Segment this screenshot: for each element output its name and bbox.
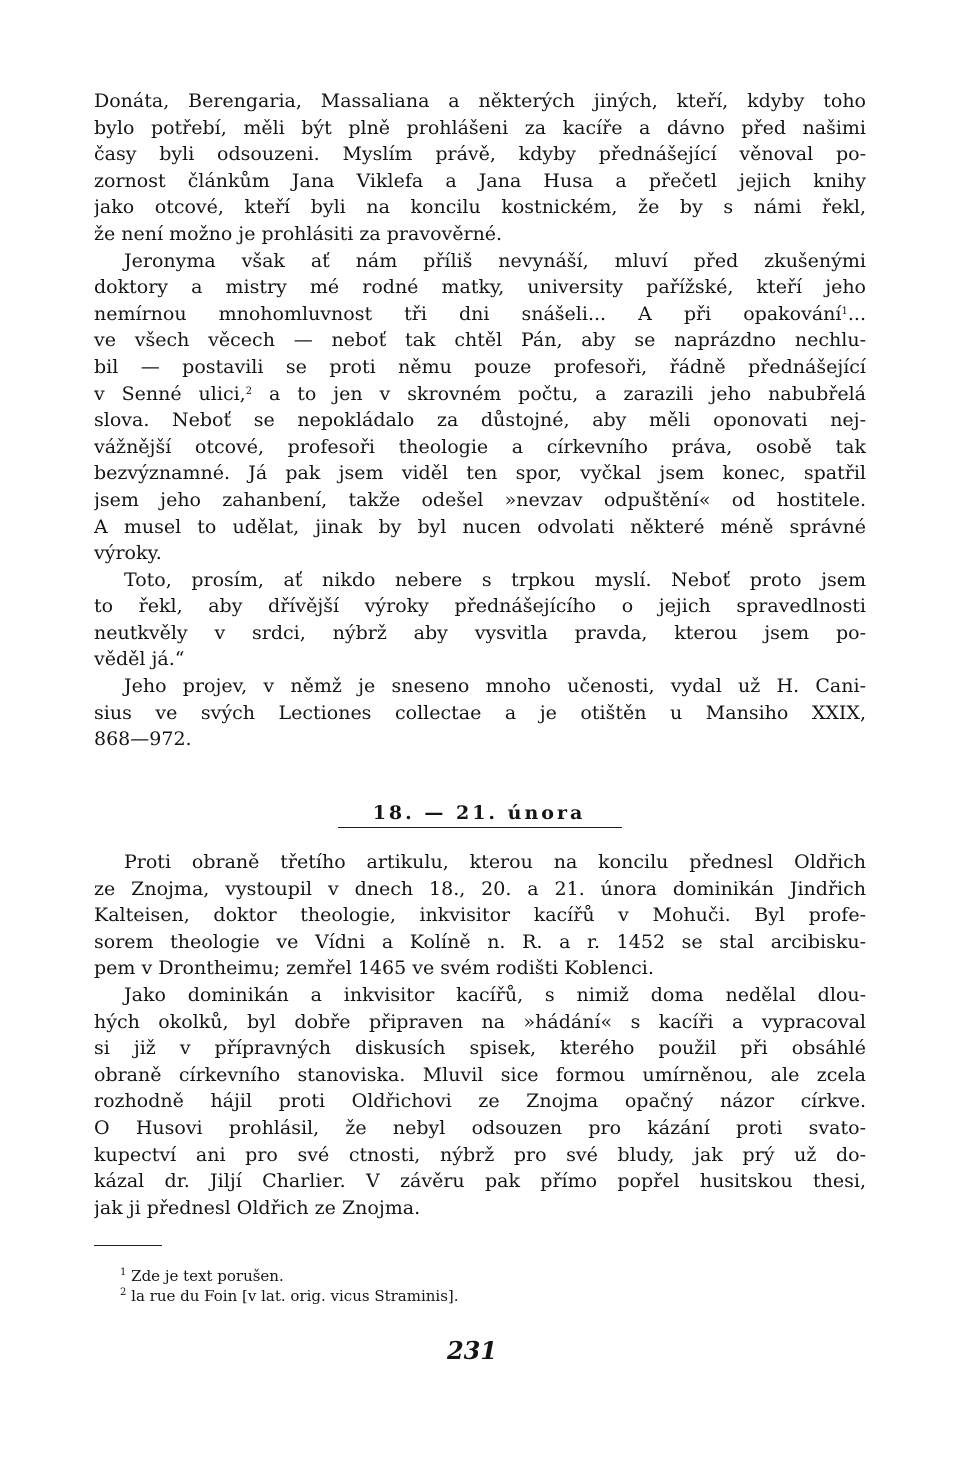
text-line: ve všech věcech — neboť tak chtěl Pán, aby se naprázdno nechlu- [94, 329, 866, 352]
page-number: 231 [446, 1336, 498, 1365]
text-line: doktory a mistry mé rodné matky, university pařížské, kteří jeho [94, 276, 866, 299]
footnote [120, 1266, 820, 1286]
text-line: věděl já.“ [94, 648, 185, 671]
text-line: Proti obraně třetího artikulu, kterou na koncilu přednesl Oldřich [124, 851, 866, 873]
text-line: bylo potřebí, měli být plně prohlášeni za kacíře a dávno před našimi [94, 116, 866, 139]
text-line: ze Znojma, vystoupil v dnech 18., 20. a 21. února dominikán Jindřich [94, 877, 866, 900]
text-line: jako otcové, kteří byli na koncilu kostnickém, že by s námi řekl, [94, 196, 866, 219]
line-text: ... [847, 302, 866, 325]
text-line: 868—972. [94, 728, 192, 751]
heading-rule [338, 827, 622, 828]
text-line: neutkvěly v srdci, nýbrž aby vysvitla pravda, kterou jsem po- [94, 621, 866, 644]
footnotes [120, 1266, 820, 1306]
text-line: Jeho projev, v němž je sneseno mnoho učenosti, vydal už H. Cani- [124, 675, 866, 698]
footnote-text: la rue du Foin [v lat. orig. vicus Straminis]. [126, 1287, 459, 1305]
line-text: v Senné ulici, [94, 382, 246, 405]
line-text: a to jen v skrovném počtu, a zarazili jeho nabubřelá [252, 382, 866, 405]
text-line: kázal dr. Jiljí Charlier. V závěru pak přímo popřel husitskou thesi, [94, 1170, 866, 1193]
text-line-with-footnote-ref [94, 301, 866, 328]
footnote [120, 1286, 820, 1306]
text-line: pem v Drontheimu; zemřel 1465 ve svém rodišti Koblenci. [94, 957, 654, 980]
text-line: Jako dominikán a inkvisitor kacířů, s nimiž doma nedělal dlou- [124, 983, 866, 1006]
text-line: obraně církevního stanoviska. Mluvil sice formou umírněnou, ale zcela [94, 1063, 866, 1086]
text-line: jsem jeho zahanbení, takže odešel »nevzav odpuštění« od hostitele. [94, 488, 866, 511]
text-line: rozhodně hájil proti Oldřichovi ze Znojma opačný názor církve. [94, 1090, 866, 1113]
text-line: kupectví ani pro své ctnosti, nýbrž pro své bludy, jak prý už do- [94, 1143, 866, 1166]
line-text: nemírnou mnohomluvnost tři dni snášeli... A při opakování [94, 302, 842, 325]
text-line: jak ji přednesl Oldřich ze Znojma. [94, 1196, 421, 1219]
text-line: Toto, prosím, ať nikdo nebere s trpkou myslí. Neboť proto jsem [124, 568, 866, 591]
footnote-rule [94, 1245, 162, 1246]
text-block-section [94, 849, 866, 1221]
text-line: sius ve svých Lectiones collectae a je otištěn u Mansiho XXIX, [94, 701, 866, 724]
text-block-continued [94, 88, 866, 753]
text-line: že není možno je prohlásiti za pravověrné. [94, 222, 503, 245]
text-line: Kalteisen, doktor theologie, inkvisitor kacířů v Mohuči. Byl profe- [94, 904, 866, 927]
footnote-mark: 2 [120, 1287, 127, 1298]
text-line: bil — postavili se proti němu pouze profesoři, řádně přednášející [94, 355, 866, 378]
text-line: to řekl, aby dřívější výroky přednášejícího o jejich spravedlnosti [94, 595, 866, 618]
text-line: O Husovi prohlásil, že nebyl odsouzen pro kázání proti svato- [94, 1116, 866, 1139]
text-line: hých okolků, byl dobře připraven na »hádání« s kacíři a vypracoval [94, 1010, 866, 1033]
text-line: si již v přípravných diskusích spisek, kterého použil při obsáhlé [94, 1037, 866, 1060]
text-line: výroky. [94, 542, 162, 565]
footnote-text: Zde je text porušen. [126, 1267, 284, 1285]
footnote-ref: 2 [245, 385, 253, 397]
text-line: bezvýznamné. Já pak jsem viděl ten spor, vyčkal jsem konec, spatřil [94, 462, 866, 485]
text-line: časy byli odsouzeni. Myslím právě, kdyby přednášející věnoval po- [94, 143, 866, 166]
text-line: Donáta, Berengaria, Massaliana a některých jiných, kteří, kdyby toho [94, 90, 866, 112]
text-line: Jeronyma však ať nám příliš nevynáší, mluví před zkušenými [124, 249, 866, 272]
text-line: vážnější otcové, profesoři theologie a církevního práva, osobě tak [94, 435, 866, 458]
text-line: sorem theologie ve Vídni a Kolíně n. R. a r. 1452 se stal arcibisku- [94, 930, 866, 953]
text-line: zornost článkům Jana Viklefa a Jana Husa a přečetl jejich knihy [94, 169, 866, 192]
footnote-ref: 1 [841, 305, 848, 317]
text-line: A musel to udělat, jinak by byl nucen odvolati některé méně správné [94, 515, 866, 538]
section-heading: 18. — 21. února [372, 802, 586, 824]
text-line: slova. Neboť se nepokládalo za důstojné, aby měli oponovati nej- [94, 409, 866, 432]
text-line-with-footnote-ref [94, 381, 866, 408]
footnote-mark: 1 [120, 1267, 127, 1278]
